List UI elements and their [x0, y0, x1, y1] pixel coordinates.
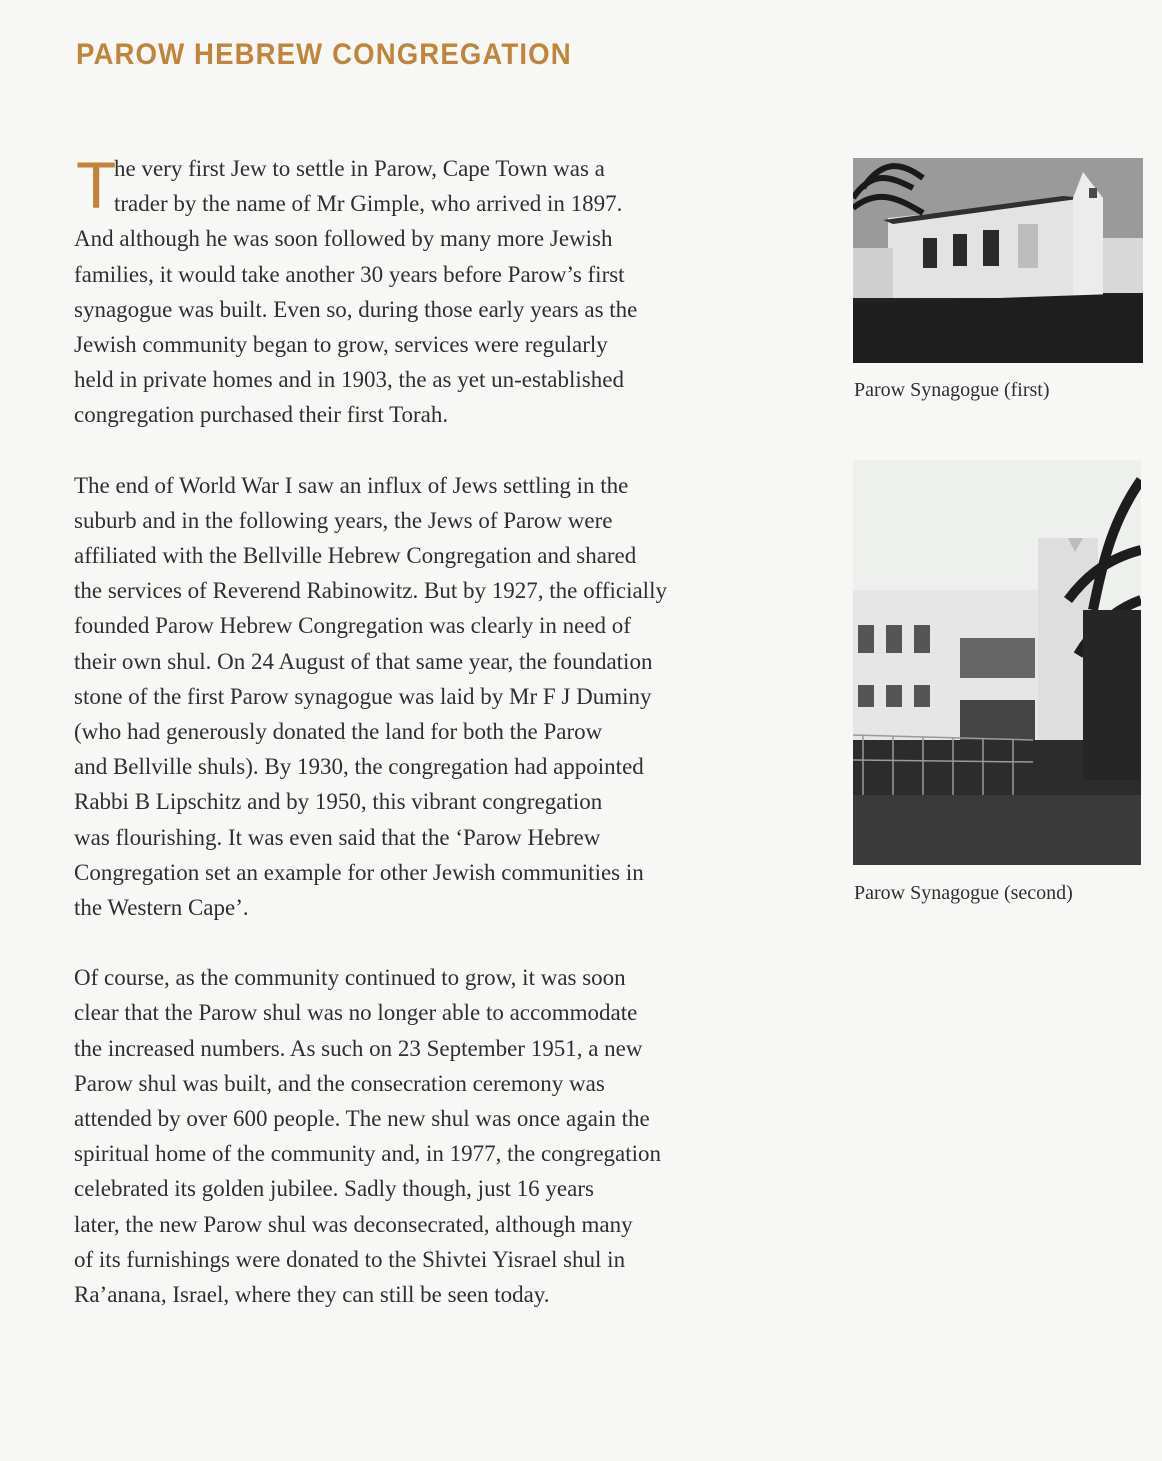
text-line: he very first Jew to settle in Parow, Cape Town was a — [114, 156, 605, 181]
photo-second-synagogue — [853, 460, 1141, 865]
text-line: the Western Cape’. — [74, 895, 249, 921]
text-line: Congregation set an example for other Jewish communities in — [74, 859, 644, 885]
text-line: Parow shul was built, and the consecration ceremony was — [74, 1070, 605, 1096]
second-synagogue-image — [853, 460, 1141, 865]
text-line: (who had generously donated the land for both the Parow — [74, 719, 603, 745]
text-line: held in private homes and in 1903, the as yet un-established — [74, 367, 624, 393]
photo-first-synagogue — [853, 158, 1143, 363]
text-line: their own shul. On 24 August of that same year, the foundation — [74, 648, 653, 674]
text-line: suburb and in the following years, the Jews of Parow were — [74, 507, 613, 533]
text-line: was flourishing. It was even said that the ‘Parow Hebrew — [74, 824, 601, 850]
text-line: affiliated with the Bellville Hebrew Congregation and shared — [74, 543, 637, 569]
drop-cap: T — [76, 148, 117, 222]
text-line: congregation purchased their first Torah. — [74, 402, 449, 428]
paragraph-1 — [74, 148, 814, 433]
article-body — [74, 148, 814, 1347]
first-synagogue-image — [853, 158, 1143, 363]
text-line: spiritual home of the community and, in 1977, the congregation — [74, 1141, 662, 1167]
text-line: stone of the first Parow synagogue was laid by Mr F J Duminy — [74, 683, 652, 709]
text-line: founded Parow Hebrew Congregation was clearly in need of — [74, 613, 631, 639]
text-line: clear that the Parow shul was no longer able to accommodate — [74, 1000, 638, 1026]
text-line: Of course, as the community continued to grow, it was soon — [74, 965, 626, 991]
text-line: And although he was soon followed by many more Jewish — [74, 226, 613, 252]
text-line: celebrated its golden jubilee. Sadly though, just 16 years — [74, 1176, 594, 1202]
text-line: Rabbi B Lipschitz and by 1950, this vibrant congregation — [74, 789, 603, 815]
text-line: later, the new Parow shul was deconsecrated, although many — [74, 1211, 633, 1237]
text-line: the services of Reverend Rabinowitz. But by 1927, the officially — [74, 578, 667, 604]
paragraph-3 — [74, 960, 814, 1312]
caption-second-synagogue: Parow Synagogue (second) — [854, 882, 1073, 904]
caption-first-synagogue: Parow Synagogue (first) — [854, 379, 1050, 401]
page-heading: PAROW HEBREW CONGREGATION — [76, 38, 572, 71]
text-line: attended by over 600 people. The new shul was once again the — [74, 1106, 650, 1132]
text-line: The end of World War I saw an influx of Jews settling in the — [74, 472, 629, 498]
text-line: Jewish community began to grow, services were regularly — [74, 332, 608, 358]
text-line: of its furnishings were donated to the Shivtei Yisrael shul in — [74, 1246, 626, 1272]
text-line: synagogue was built. Even so, during those early years as the — [74, 296, 638, 322]
text-line: the increased numbers. As such on 23 September 1951, a new — [74, 1035, 643, 1061]
text-line: and Bellville shuls). By 1930, the congregation had appointed — [74, 754, 644, 780]
text-line: Ra’anana, Israel, where they can still be seen today. — [74, 1282, 550, 1308]
paragraph-2 — [74, 468, 814, 926]
text-line: trader by the name of Mr Gimple, who arrived in 1897. — [114, 191, 623, 217]
text-line: families, it would take another 30 years before Parow’s first — [74, 261, 625, 287]
